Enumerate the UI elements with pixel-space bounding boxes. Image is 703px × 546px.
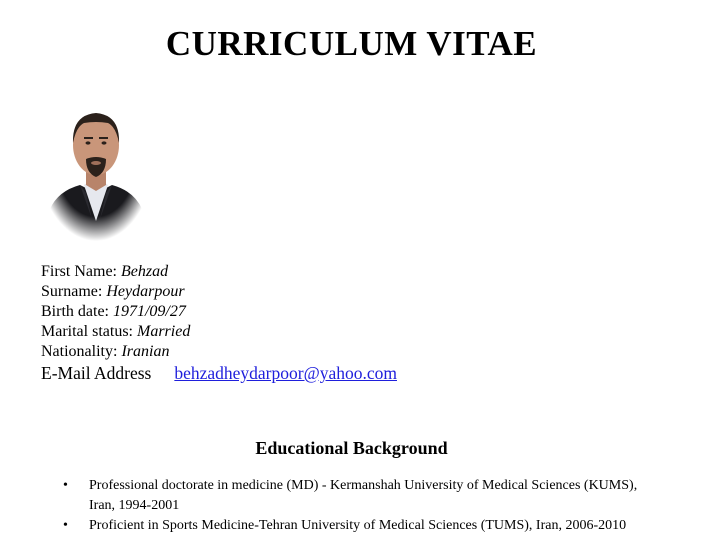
education-list [63,476,663,536]
marital-status-label: Marital status: [41,323,133,340]
marital-status-row [41,322,397,342]
nationality-label: Nationality: [41,343,118,360]
education-item [63,516,663,536]
first-name-label: First Name: [41,263,117,280]
first-name-row [41,262,397,282]
email-row [41,362,397,384]
surname-value: Heydarpour [106,283,185,300]
education-item-text: Professional doctorate in medicine (MD) - Kermanshah University of Medical Sciences (KUMS), Iran, 1994-2001 [89,478,638,513]
education-item-text: Proficient in Sports Medicine-Tehran University of Medical Sciences (TUMS), Iran, 2006-2010 [89,518,627,533]
bullet-icon: • [63,518,68,533]
nationality-value: Iranian [121,343,170,360]
nationality-row [41,342,397,362]
education-item [63,476,663,516]
email-label: E-Mail Address [41,363,152,383]
birth-date-label: Birth date: [41,303,109,320]
marital-status-value: Married [136,323,191,340]
surname-row [41,282,397,302]
birth-date-value: 1971/09/27 [112,303,186,320]
bullet-icon: • [63,478,68,493]
document-title: CURRICULUM VITAE [165,24,538,63]
first-name-value: Behzad [121,263,169,280]
surname-label: Surname: [41,283,103,300]
email-link[interactable]: behzadheydarpoor@yahoo.com [174,363,397,383]
personal-info [41,262,397,384]
education-heading: Educational Background [255,438,448,458]
birth-date-row [41,302,397,322]
portrait-photo-icon [44,93,148,241]
